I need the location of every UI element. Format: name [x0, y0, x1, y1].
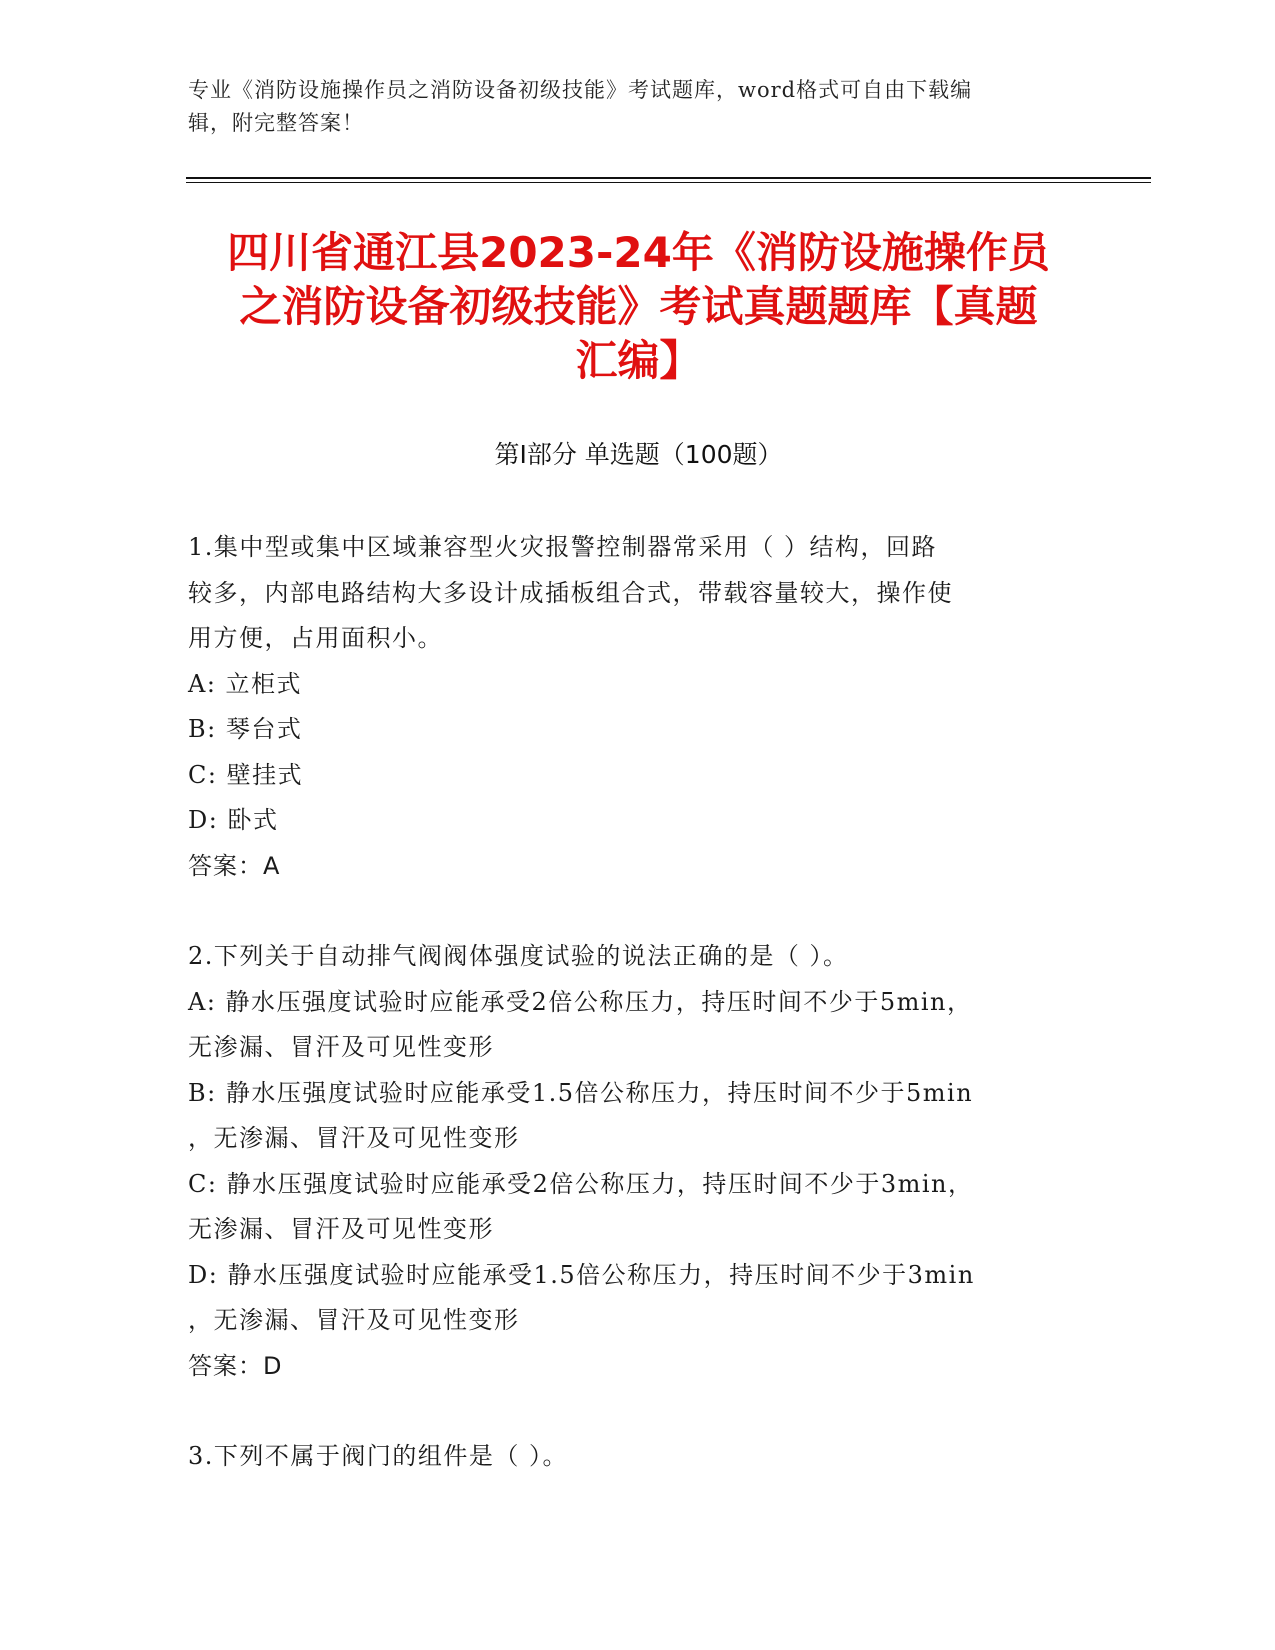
question-stem-line: 用方便，占用面积小。 [188, 624, 443, 652]
page-title [186, 226, 1091, 388]
question-option-line: A: 立柜式 [188, 669, 303, 698]
question-stem-line: 1.集中型或集中区域兼容型火灾报警控制器常采用（ ）结构，回路 [188, 533, 938, 561]
title-line: 四川省通江县2023-24年《消防设施操作员 [227, 228, 1050, 277]
question-answer: 答案：A [188, 851, 281, 880]
title-line: 汇编】 [575, 336, 702, 385]
header-note-line: 辑，附完整答案！ [188, 111, 364, 135]
header-note-line: 专业《消防设施操作员之消防设备初级技能》考试题库，word格式可自由下载编 [188, 78, 973, 102]
question-stem-line: 3.下列不属于阀门的组件是（ ）。 [188, 1442, 569, 1470]
question-option-line: ，无渗漏、冒汗及可见性变形 [188, 1306, 520, 1334]
question-stem-line: 较多，内部电路结构大多设计成插板组合式，带载容量较大，操作使 [188, 578, 953, 607]
question-list [188, 525, 1088, 1525]
question-option-line: A: 静水压强度试验时应能承受2倍公称压力，持压时间不少于5min， [188, 987, 973, 1016]
section-title: 第Ⅰ部分 单选题（100题） [494, 440, 783, 469]
question-option-line: B: 静水压强度试验时应能承受1.5倍公称压力，持压时间不少于5min [188, 1078, 974, 1107]
question-option-line: D: 静水压强度试验时应能承受1.5倍公称压力，持压时间不少于3min [188, 1260, 975, 1289]
question-option-line: 无渗漏、冒汗及可见性变形 [188, 1215, 494, 1243]
question-item [188, 1434, 1088, 1480]
question-stem-line: 2.下列关于自动排气阀阀体强度试验的说法正确的是（ ）。 [188, 942, 849, 970]
question-item [188, 525, 1088, 889]
header-note [188, 74, 1088, 140]
question-option-line: B: 琴台式 [188, 715, 303, 743]
question-option-line: D: 卧式 [188, 806, 279, 834]
question-answer: 答案：D [188, 1351, 283, 1380]
header-divider-thin [186, 182, 1151, 183]
question-option-line: 无渗漏、冒汗及可见性变形 [188, 1033, 494, 1061]
question-option-line: ，无渗漏、冒汗及可见性变形 [188, 1124, 520, 1152]
question-option-line: C: 静水压强度试验时应能承受2倍公称压力，持压时间不少于3min， [188, 1169, 974, 1198]
question-option-line: C: 壁挂式 [188, 760, 304, 789]
title-line: 之消防设备初级技能》考试真题题库【真题 [239, 282, 1038, 331]
header-divider-thick [186, 177, 1151, 179]
question-item [188, 934, 1088, 1389]
